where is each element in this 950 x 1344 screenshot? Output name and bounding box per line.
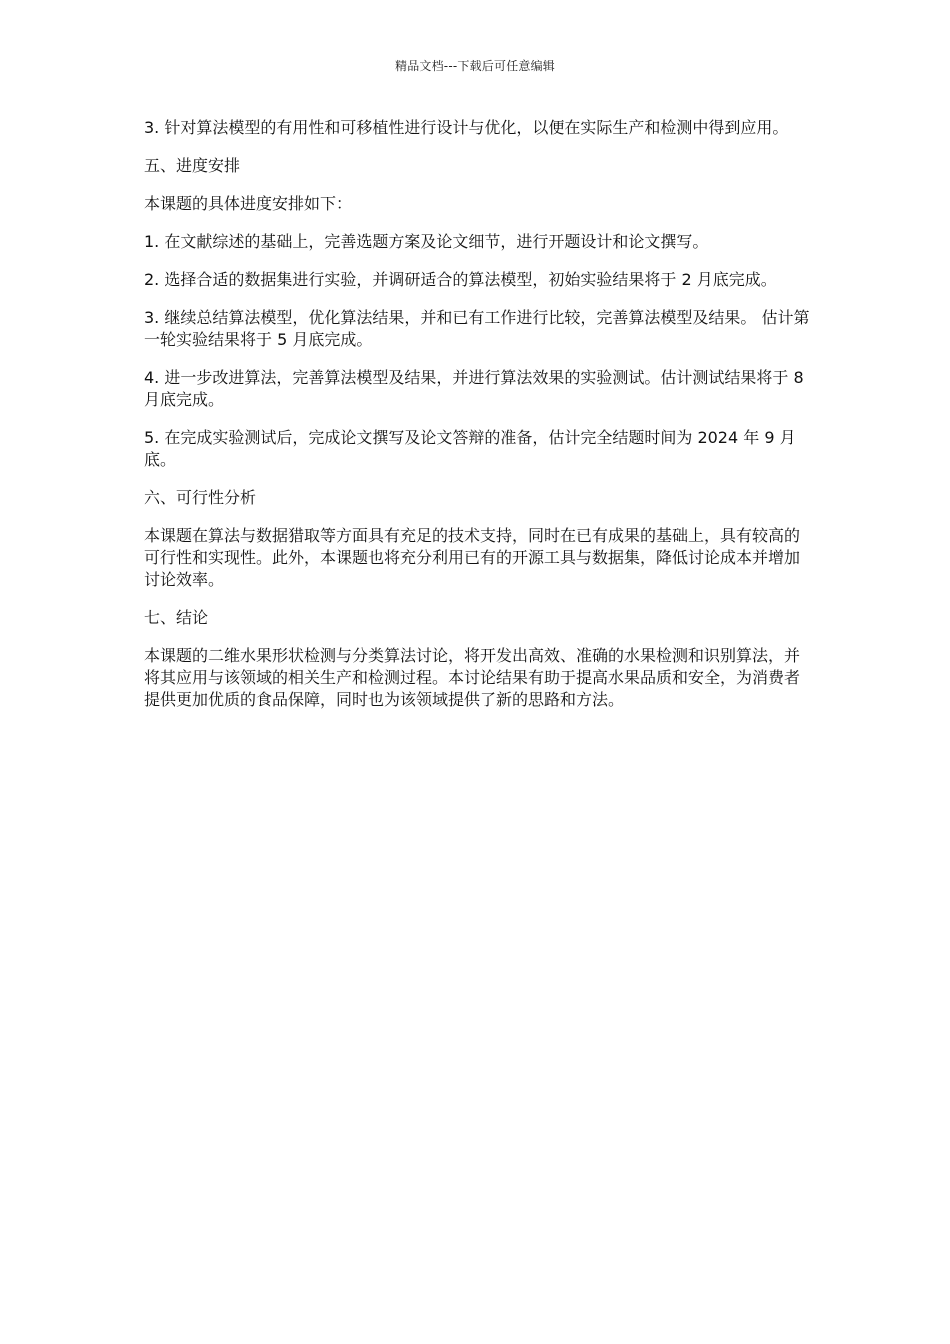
- schedule-item-5: 5. 在完成实验测试后，完成论文撰写及论文答辩的准备，估计完全结题时间为 2024 年 9 月底。: [144, 428, 796, 469]
- schedule-item-1: 1. 在文献综述的基础上，完善选题方案及论文细节，进行开题设计和论文撰写。: [144, 232, 709, 251]
- schedule-intro: 本课题的具体进度安排如下：: [144, 194, 353, 213]
- feasibility-paragraph: 本课题在算法与数据猎取等方面具有充足的技术支持，同时在已有成果的基础上，具有较高的可行性和实现性。此外，本课题也将充分利用已有的开源工具与数据集，降低讨论成本并增加讨论效率。: [144, 526, 801, 589]
- document-body: [144, 117, 812, 727]
- schedule-item-2: 2. 选择合适的数据集进行实验，并调研适合的算法模型，初始实验结果将于 2 月底完成。: [144, 270, 777, 289]
- conclusion-paragraph: 本课题的二维水果形状检测与分类算法讨论，将开发出高效、准确的水果检测和识别算法，并将其应用与该领域的相关生产和检测过程。本讨论结果有助于提高水果品质和安全，为消费者提供更加优质的食品保障，同时也为该领域提供了新的思路和方法。: [144, 646, 801, 709]
- item-3-optimization: 3. 针对算法模型的有用性和可移植性进行设计与优化，以便在实际生产和检测中得到应用。: [144, 118, 789, 137]
- section-heading-feasibility: 六、可行性分析: [144, 488, 257, 507]
- schedule-item-3: 3. 继续总结算法模型，优化算法结果，并和已有工作进行比较，完善算法模型及结果。 估计第一轮实验结果将于 5 月底完成。: [144, 308, 810, 349]
- page-header: 精品文档---下载后可任意编辑: [395, 59, 555, 73]
- section-heading-conclusion: 七、结论: [144, 608, 209, 627]
- schedule-item-4: 4. 进一步改进算法，完善算法模型及结果，并进行算法效果的实验测试。估计测试结果将于 8 月底完成。: [144, 368, 804, 409]
- section-heading-schedule: 五、进度安排: [144, 156, 241, 175]
